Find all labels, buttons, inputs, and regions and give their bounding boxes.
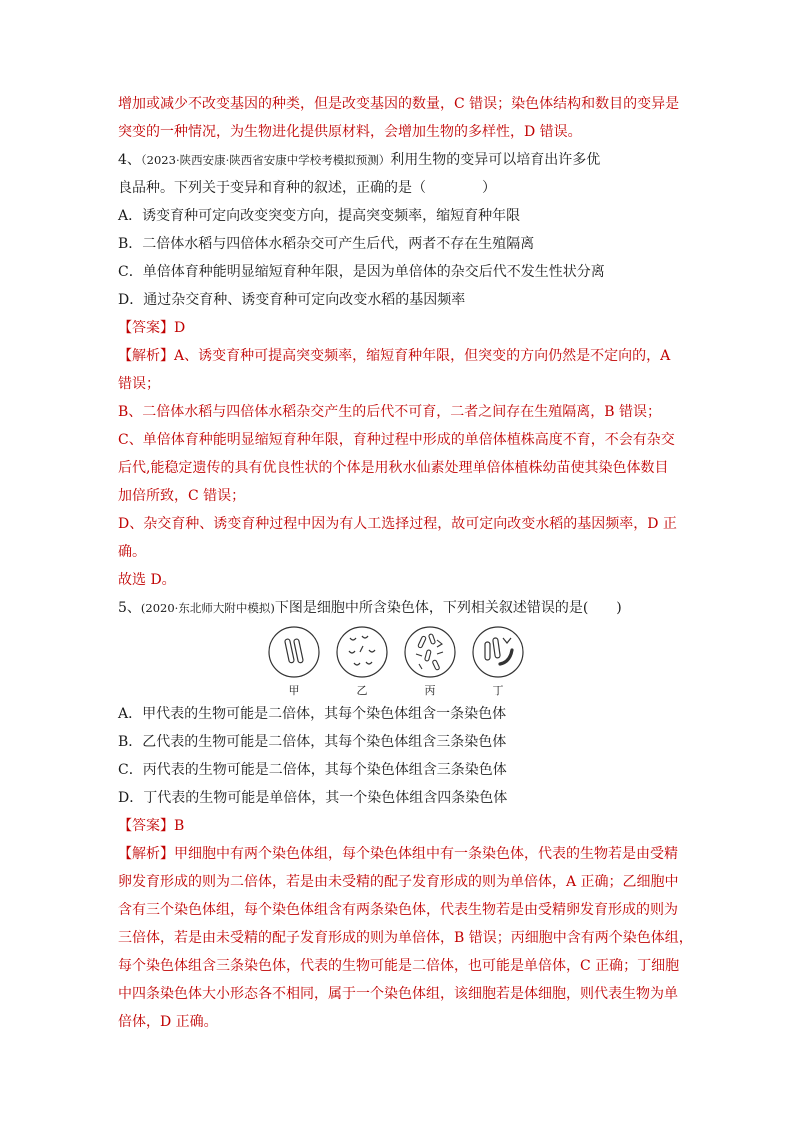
q4-analysis-line-6: 加倍所致，C 错误； (118, 488, 246, 504)
q4-analysis-line-4: C、单倍体育种能明显缩短育种年限，育种过程中形成的单倍体植株高度不育，不会有杂交 (118, 432, 675, 448)
q4-option-d: D．通过杂交育种、诱变育种可定向改变水稻的基因频率 (118, 292, 466, 308)
q5-analysis-line-3: 含有三个染色体组，每个染色体组含有两条染色体，代表生物若是由受精卵发育形成的则为 (118, 902, 678, 918)
q5-source: (2020·东北师大附中模拟) (140, 601, 275, 615)
cell-label-yi: 乙 (356, 684, 368, 697)
q4-analysis-line-8: 确。 (118, 544, 146, 560)
q5-stem (118, 594, 684, 622)
q4-analysis-text-1: A、诱变育种可提高突变频率，缩短育种年限，但突变的方向仍然是不定向的，A (174, 348, 671, 364)
cell-label-jia: 甲 (288, 684, 300, 697)
q5-option-b: B．乙代表的生物可能是二倍体，其每个染色体组含三条染色体 (118, 734, 507, 750)
q5-answer-value: B (174, 818, 185, 834)
q4-option-a: A．诱变育种可定向改变突变方向，提高突变频率，缩短育种年限 (118, 208, 521, 224)
continuation-line-2: 突变的一种情况，为生物进化提供原材料，会增加生物的多样性，D 错误。 (118, 124, 582, 140)
q4-option-c: C．单倍体育种能明显缩短育种年限，是因为单倍体的杂交后代不发生性状分离 (118, 264, 605, 280)
cell-label-ding: 丁 (492, 684, 504, 697)
q5-analysis-line-1 (118, 840, 684, 868)
q4-analysis-line-5: 后代,能稳定遗传的具有优良性状的个体是用秋水仙素处理单倍体植株幼苗使其染色体数目 (118, 460, 669, 476)
q5-analysis-text-1: 甲细胞中有两个染色体组，每个染色体组中有一条染色体，代表的生物若是由受精 (174, 846, 678, 862)
q4-analysis-line-3: B、二倍体水稻与四倍体水稻杂交产生的后代不可育，二者之间存在生殖隔离，B 错误； (118, 404, 662, 420)
q5-analysis-line-4: 三倍体，若是由未受精的配子发育形成的则为单倍体，B 错误；丙细胞中含有两个染色体组， (118, 930, 693, 946)
q4-stem-tail: 利用生物的变异可以培育出许多优 (390, 152, 601, 168)
q4-source: （2023·陕西安康·陕西省安康中学校考模拟预测） (140, 153, 391, 167)
q5-option-a: A．甲代表的生物可能是二倍体，其每个染色体组含一条染色体 (118, 706, 507, 722)
cell-ding-diagram (472, 624, 524, 680)
cell-label-bing: 丙 (424, 684, 436, 697)
q4-conclusion: 故选 D。 (118, 572, 176, 588)
q4-analysis-label: 【解析】 (118, 348, 174, 364)
q5-answer-label: 【答案】 (118, 818, 174, 834)
q4-answer (118, 314, 684, 342)
cell-jia-diagram (268, 624, 320, 680)
cell-bing-diagram (404, 624, 456, 680)
q5-option-d: D．丁代表的生物可能是单倍体，其一个染色体组含四条染色体 (118, 790, 508, 806)
q4-number: 4、 (118, 152, 141, 168)
cell-yi-diagram (336, 624, 388, 680)
q4-analysis-line-7: D、杂交育种、诱变育种过程中因为有人工选择过程，故可定向改变水稻的基因频率，D 正 (118, 516, 677, 532)
q5-analysis-line-5: 每个染色体组含三条染色体，代表的生物可能是二倍体，也可能是单倍体，C 正确；丁细胞 (118, 958, 680, 974)
q5-analysis-line-7: 倍体，D 正确。 (118, 1014, 218, 1030)
chromosome-figure (118, 624, 684, 697)
q4-analysis-line-1 (118, 342, 684, 370)
document-content (118, 90, 693, 1036)
q5-analysis-label: 【解析】 (118, 846, 174, 862)
q4-stem-line-1 (118, 146, 684, 174)
q4-stem-line-2: 良品种。下列关于变异和育种的叙述，正确的是（ ） (118, 180, 496, 196)
q4-analysis-line-2: 错误； (118, 376, 160, 392)
continuation-line-1: 增加或减少不改变基因的种类，但是改变基因的数量，C 错误；染色体结构和数目的变异是 (118, 96, 680, 112)
q4-answer-label: 【答案】 (118, 320, 174, 336)
q4-answer-value: D (174, 320, 186, 336)
q5-analysis-line-6: 中四条染色体大小形态各不相同，属于一个染色体组，该细胞若是体细胞，则代表生物为单 (118, 986, 678, 1002)
q5-analysis-line-2: 卵发育形成的则为二倍体，若是由未受精的配子发育形成的则为单倍体，A 正确；乙细胞中 (118, 874, 679, 890)
q5-answer (118, 812, 684, 840)
q5-option-c: C．丙代表的生物可能是二倍体，其每个染色体组含三条染色体 (118, 762, 507, 778)
q4-option-b: B．二倍体水稻与四倍体水稻杂交可产生后代，两者不存在生殖隔离 (118, 236, 535, 252)
q5-stem-tail: 下图是细胞中所含染色体，下列相关叙述错误的是( ) (274, 600, 622, 616)
q5-number: 5、 (118, 600, 141, 616)
